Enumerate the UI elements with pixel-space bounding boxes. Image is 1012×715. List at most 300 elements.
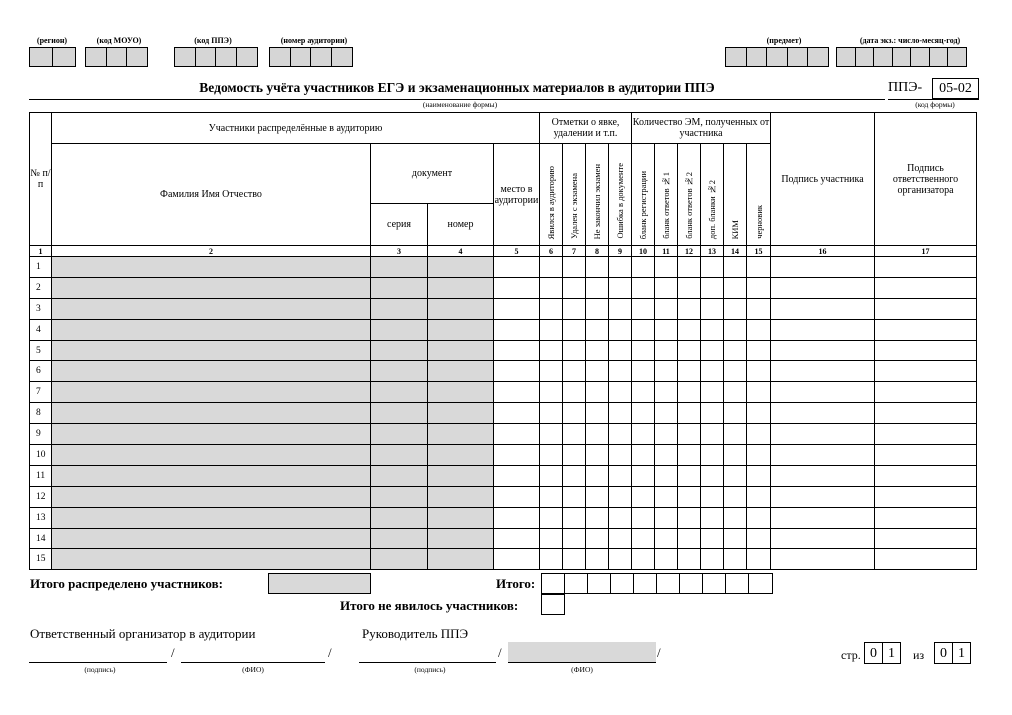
table-cell[interactable] xyxy=(586,424,609,445)
table-cell[interactable] xyxy=(428,319,494,340)
table-cell[interactable] xyxy=(586,507,609,528)
table-cell[interactable] xyxy=(678,382,701,403)
table-cell[interactable] xyxy=(701,382,724,403)
table-cell[interactable] xyxy=(428,486,494,507)
table-cell[interactable] xyxy=(701,445,724,466)
total-cell[interactable] xyxy=(633,573,657,594)
table-cell[interactable] xyxy=(563,486,586,507)
col-answer-blank-1-label: бланк ответов №1 xyxy=(661,172,671,239)
table-cell[interactable] xyxy=(724,403,747,424)
table-cell[interactable] xyxy=(609,507,632,528)
table-cell[interactable] xyxy=(371,382,428,403)
table-cell[interactable] xyxy=(586,361,609,382)
col-draft xyxy=(747,144,771,246)
table-cell[interactable] xyxy=(428,445,494,466)
table-cell[interactable] xyxy=(586,403,609,424)
column-number: 9 xyxy=(609,246,632,257)
column-number: 15 xyxy=(747,246,771,257)
series-header: серия xyxy=(371,204,428,246)
table-cell[interactable] xyxy=(428,361,494,382)
sign-participant-header: Подпись участника xyxy=(771,113,875,246)
column-number: 13 xyxy=(701,246,724,257)
marks-header: Отметки о явке, удалении и т.п. xyxy=(540,113,632,144)
table-cell[interactable] xyxy=(701,424,724,445)
table-cell[interactable] xyxy=(371,486,428,507)
table-cell[interactable] xyxy=(724,361,747,382)
table-cell[interactable] xyxy=(724,549,747,570)
col-doc-error-label: Ошибка в документе xyxy=(615,163,625,239)
table-cell[interactable] xyxy=(747,486,771,507)
distributed-label: Итого распределено участников: xyxy=(30,576,223,591)
col-extra-blank-2-label: доп. бланки №2 xyxy=(707,179,717,239)
table-cell[interactable] xyxy=(52,277,371,298)
table-cell[interactable] xyxy=(52,319,371,340)
slash: / xyxy=(657,645,661,660)
table-cell[interactable] xyxy=(52,298,371,319)
table-cell[interactable] xyxy=(875,549,977,570)
table-cell[interactable] xyxy=(609,403,632,424)
table-cell[interactable] xyxy=(609,361,632,382)
table-cell[interactable] xyxy=(678,257,701,278)
table-cell[interactable] xyxy=(701,257,724,278)
table-cell[interactable] xyxy=(371,340,428,361)
subject-boxes[interactable] xyxy=(725,47,828,67)
table-cell[interactable] xyxy=(724,445,747,466)
table-cell[interactable] xyxy=(701,340,724,361)
table-cell[interactable] xyxy=(655,528,678,549)
form-name-caption: (наименование формы) xyxy=(422,100,498,109)
table-cell[interactable] xyxy=(771,298,875,319)
table-cell[interactable] xyxy=(678,549,701,570)
table-cell[interactable] xyxy=(563,361,586,382)
table-cell[interactable] xyxy=(609,277,632,298)
table-cell[interactable] xyxy=(875,298,977,319)
table-cell[interactable] xyxy=(632,298,655,319)
table-cell[interactable] xyxy=(586,465,609,486)
table-cell[interactable] xyxy=(771,507,875,528)
table-cell[interactable] xyxy=(563,424,586,445)
table-cell[interactable] xyxy=(494,424,540,445)
total-cell[interactable] xyxy=(702,573,726,594)
table-cell[interactable] xyxy=(52,445,371,466)
table-cell[interactable] xyxy=(701,403,724,424)
date-boxes[interactable] xyxy=(836,47,966,67)
table-cell[interactable] xyxy=(52,403,371,424)
table-cell[interactable] xyxy=(371,298,428,319)
table-cell[interactable] xyxy=(371,507,428,528)
table-cell[interactable] xyxy=(655,486,678,507)
table-cell[interactable] xyxy=(494,277,540,298)
table-cell[interactable] xyxy=(540,507,563,528)
table-cell[interactable] xyxy=(632,319,655,340)
col-reg-blank-label: бланк регистрации xyxy=(638,170,648,239)
table-cell[interactable] xyxy=(875,528,977,549)
table-cell[interactable] xyxy=(747,257,771,278)
table-cell[interactable] xyxy=(540,361,563,382)
table-cell[interactable] xyxy=(540,277,563,298)
table-cell[interactable] xyxy=(540,486,563,507)
table-cell[interactable] xyxy=(678,424,701,445)
col-not-finished xyxy=(586,144,609,246)
organizer-sign-line[interactable] xyxy=(29,662,167,663)
table-cell[interactable] xyxy=(678,465,701,486)
table-cell[interactable] xyxy=(875,403,977,424)
table-cell[interactable] xyxy=(540,298,563,319)
table-cell[interactable] xyxy=(701,319,724,340)
table-cell[interactable] xyxy=(875,424,977,445)
table-cell[interactable] xyxy=(701,528,724,549)
table-cell[interactable] xyxy=(678,319,701,340)
table-cell[interactable] xyxy=(747,277,771,298)
table-cell[interactable] xyxy=(540,445,563,466)
table-cell[interactable] xyxy=(678,528,701,549)
table-cell[interactable] xyxy=(701,361,724,382)
table-cell[interactable] xyxy=(655,277,678,298)
table-cell[interactable] xyxy=(655,361,678,382)
table-cell[interactable] xyxy=(494,507,540,528)
table-cell[interactable] xyxy=(678,486,701,507)
table-cell[interactable] xyxy=(655,257,678,278)
row-number: 11 xyxy=(30,465,52,486)
table-cell[interactable] xyxy=(609,298,632,319)
total-cell[interactable] xyxy=(610,573,634,594)
sign-organizer-header: Подпись ответственного организатора xyxy=(875,113,977,246)
table-cell[interactable] xyxy=(724,298,747,319)
table-cell[interactable] xyxy=(586,277,609,298)
table-cell[interactable] xyxy=(428,403,494,424)
table-cell[interactable] xyxy=(724,465,747,486)
table-cell[interactable] xyxy=(701,507,724,528)
table-cell[interactable] xyxy=(875,445,977,466)
table-cell[interactable] xyxy=(655,298,678,319)
table-cell[interactable] xyxy=(494,340,540,361)
table-cell[interactable] xyxy=(609,549,632,570)
col-attended-label: Явился в аудиторию xyxy=(546,165,556,239)
head-sign-line[interactable] xyxy=(359,662,496,663)
table-cell[interactable] xyxy=(632,382,655,403)
table-cell[interactable] xyxy=(632,486,655,507)
table-cell[interactable] xyxy=(609,424,632,445)
table-cell[interactable] xyxy=(771,319,875,340)
table-cell[interactable] xyxy=(632,528,655,549)
table-cell[interactable] xyxy=(563,507,586,528)
table-cell[interactable] xyxy=(52,424,371,445)
table-cell[interactable] xyxy=(655,507,678,528)
table-cell[interactable] xyxy=(771,257,875,278)
table-cell[interactable] xyxy=(678,277,701,298)
table-cell[interactable] xyxy=(563,277,586,298)
table-cell[interactable] xyxy=(875,319,977,340)
table-cell[interactable] xyxy=(655,549,678,570)
table-cell[interactable] xyxy=(563,382,586,403)
table-cell[interactable] xyxy=(563,340,586,361)
table-cell[interactable] xyxy=(540,549,563,570)
table-cell[interactable] xyxy=(724,319,747,340)
col-not-finished-label: Не закончил экзамен xyxy=(592,163,602,239)
table-cell[interactable] xyxy=(632,361,655,382)
table-cell[interactable] xyxy=(771,361,875,382)
table-cell[interactable] xyxy=(371,445,428,466)
table-cell[interactable] xyxy=(724,277,747,298)
table-cell[interactable] xyxy=(540,340,563,361)
table-cell[interactable] xyxy=(771,486,875,507)
table-cell[interactable] xyxy=(771,528,875,549)
table-cell[interactable] xyxy=(494,528,540,549)
mouo-label: (код МОУО) xyxy=(96,36,142,45)
room-boxes[interactable] xyxy=(269,47,351,67)
table-cell[interactable] xyxy=(371,465,428,486)
table-cell[interactable] xyxy=(371,424,428,445)
total-cell[interactable] xyxy=(541,573,565,594)
table-cell[interactable] xyxy=(632,549,655,570)
total-cell[interactable] xyxy=(587,573,611,594)
table-cell[interactable] xyxy=(494,549,540,570)
table-cell[interactable] xyxy=(540,403,563,424)
table-cell[interactable] xyxy=(371,528,428,549)
total-cell[interactable] xyxy=(564,573,588,594)
table-cell[interactable] xyxy=(875,486,977,507)
table-cell[interactable] xyxy=(875,361,977,382)
table-cell[interactable] xyxy=(428,257,494,278)
table-cell[interactable] xyxy=(540,424,563,445)
table-cell[interactable] xyxy=(609,257,632,278)
table-cell[interactable] xyxy=(563,549,586,570)
table-cell[interactable] xyxy=(724,340,747,361)
table-cell[interactable] xyxy=(632,424,655,445)
table-cell[interactable] xyxy=(747,382,771,403)
table-cell[interactable] xyxy=(563,298,586,319)
table-cell[interactable] xyxy=(540,528,563,549)
total-cell[interactable] xyxy=(656,573,680,594)
total-cell[interactable] xyxy=(679,573,703,594)
table-cell[interactable] xyxy=(655,382,678,403)
table-cell[interactable] xyxy=(632,277,655,298)
table-cell[interactable] xyxy=(747,528,771,549)
table-cell[interactable] xyxy=(632,403,655,424)
table-cell[interactable] xyxy=(428,382,494,403)
table-cell[interactable] xyxy=(494,445,540,466)
table-cell[interactable] xyxy=(701,486,724,507)
table-cell[interactable] xyxy=(701,465,724,486)
table-cell[interactable] xyxy=(771,340,875,361)
table-cell[interactable] xyxy=(586,528,609,549)
table-cell[interactable] xyxy=(428,298,494,319)
table-cell[interactable] xyxy=(609,445,632,466)
table-cell[interactable] xyxy=(428,277,494,298)
table-cell[interactable] xyxy=(771,277,875,298)
col-removed xyxy=(563,144,586,246)
table-cell[interactable] xyxy=(747,507,771,528)
table-cell[interactable] xyxy=(563,465,586,486)
row-number: 13 xyxy=(30,507,52,528)
table-cell[interactable] xyxy=(747,403,771,424)
table-cell[interactable] xyxy=(655,403,678,424)
table-cell[interactable] xyxy=(428,549,494,570)
table-cell[interactable] xyxy=(875,277,977,298)
table-cell[interactable] xyxy=(632,507,655,528)
table-cell[interactable] xyxy=(771,424,875,445)
table-cell[interactable] xyxy=(586,257,609,278)
table-cell[interactable] xyxy=(771,465,875,486)
table-cell[interactable] xyxy=(586,319,609,340)
table-cell[interactable] xyxy=(724,382,747,403)
table-cell[interactable] xyxy=(655,465,678,486)
total-cell[interactable] xyxy=(725,573,749,594)
table-cell[interactable] xyxy=(678,298,701,319)
table-cell[interactable] xyxy=(52,465,371,486)
table-cell[interactable] xyxy=(771,445,875,466)
table-cell[interactable] xyxy=(724,528,747,549)
table-row xyxy=(30,340,977,361)
table-cell[interactable] xyxy=(747,465,771,486)
organizer-fio-line[interactable] xyxy=(181,662,325,663)
table-cell[interactable] xyxy=(540,382,563,403)
table-cell[interactable] xyxy=(678,445,701,466)
num-header: № п/п xyxy=(30,113,52,246)
row-number: 5 xyxy=(30,340,52,361)
table-cell[interactable] xyxy=(747,340,771,361)
table-cell[interactable] xyxy=(875,257,977,278)
table-cell[interactable] xyxy=(371,319,428,340)
table-cell[interactable] xyxy=(771,549,875,570)
table-cell[interactable] xyxy=(724,507,747,528)
total-cell[interactable] xyxy=(748,573,773,594)
table-cell[interactable] xyxy=(371,549,428,570)
table-cell[interactable] xyxy=(52,340,371,361)
table-cell[interactable] xyxy=(52,507,371,528)
table-cell[interactable] xyxy=(632,465,655,486)
table-cell[interactable] xyxy=(609,465,632,486)
table-cell[interactable] xyxy=(494,361,540,382)
head-fio-field[interactable] xyxy=(508,642,656,663)
table-cell[interactable] xyxy=(724,424,747,445)
table-cell[interactable] xyxy=(52,382,371,403)
col-answer-blank-1 xyxy=(655,144,678,246)
table-cell[interactable] xyxy=(428,528,494,549)
table-cell[interactable] xyxy=(371,403,428,424)
table-cell[interactable] xyxy=(371,257,428,278)
total-cells xyxy=(541,573,773,594)
table-cell[interactable] xyxy=(747,361,771,382)
table-row xyxy=(30,298,977,319)
table-cell[interactable] xyxy=(678,507,701,528)
table-cell[interactable] xyxy=(747,424,771,445)
table-cell[interactable] xyxy=(701,298,724,319)
table-cell[interactable] xyxy=(428,424,494,445)
table-cell[interactable] xyxy=(563,445,586,466)
table-cell[interactable] xyxy=(875,507,977,528)
ppe-label: (код ППЭ) xyxy=(194,36,232,45)
table-cell[interactable] xyxy=(540,257,563,278)
table-cell[interactable] xyxy=(655,319,678,340)
table-cell[interactable] xyxy=(52,486,371,507)
table-cell[interactable] xyxy=(428,465,494,486)
table-cell[interactable] xyxy=(563,403,586,424)
table-cell[interactable] xyxy=(586,445,609,466)
table-cell[interactable] xyxy=(494,382,540,403)
region-boxes[interactable] xyxy=(29,47,74,67)
table-cell[interactable] xyxy=(563,319,586,340)
table-cell[interactable] xyxy=(747,549,771,570)
table-cell[interactable] xyxy=(494,465,540,486)
table-cell[interactable] xyxy=(701,277,724,298)
table-cell[interactable] xyxy=(678,340,701,361)
table-cell[interactable] xyxy=(771,403,875,424)
table-cell[interactable] xyxy=(371,361,428,382)
table-cell[interactable] xyxy=(875,465,977,486)
table-cell[interactable] xyxy=(494,486,540,507)
table-cell[interactable] xyxy=(724,486,747,507)
table-cell[interactable] xyxy=(678,403,701,424)
distributed-total-cell[interactable] xyxy=(268,573,371,594)
table-cell[interactable] xyxy=(655,424,678,445)
table-cell[interactable] xyxy=(586,340,609,361)
table-cell[interactable] xyxy=(632,340,655,361)
table-cell[interactable] xyxy=(771,382,875,403)
table-cell[interactable] xyxy=(655,340,678,361)
table-cell[interactable] xyxy=(875,340,977,361)
form-title: Ведомость учёта участников ЕГЭ и экзаменационных материалов в аудитории ППЭ xyxy=(199,80,715,95)
table-cell[interactable] xyxy=(632,257,655,278)
ppe-boxes[interactable] xyxy=(174,47,256,67)
page-digit: 0 xyxy=(864,642,883,664)
table-cell[interactable] xyxy=(563,528,586,549)
table-cell[interactable] xyxy=(494,257,540,278)
table-cell[interactable] xyxy=(609,528,632,549)
table-cell[interactable] xyxy=(747,319,771,340)
table-cell[interactable] xyxy=(52,528,371,549)
table-cell[interactable] xyxy=(494,403,540,424)
table-cell[interactable] xyxy=(875,382,977,403)
table-cell[interactable] xyxy=(540,465,563,486)
page-label: стр. xyxy=(841,648,861,662)
table-cell[interactable] xyxy=(540,319,563,340)
fio-header: Фамилия Имя Отчество xyxy=(52,144,371,246)
table-cell[interactable] xyxy=(52,361,371,382)
table-cell[interactable] xyxy=(428,507,494,528)
table-cell[interactable] xyxy=(655,445,678,466)
table-cell[interactable] xyxy=(701,549,724,570)
table-cell[interactable] xyxy=(52,549,371,570)
table-cell[interactable] xyxy=(371,277,428,298)
form-code-box: 05-02 xyxy=(932,78,979,99)
table-cell[interactable] xyxy=(632,445,655,466)
table-cell[interactable] xyxy=(586,486,609,507)
table-cell[interactable] xyxy=(609,486,632,507)
table-cell[interactable] xyxy=(494,319,540,340)
table-row xyxy=(30,445,977,466)
mouo-boxes[interactable] xyxy=(85,47,147,67)
table-cell[interactable] xyxy=(747,445,771,466)
column-number: 2 xyxy=(52,246,371,257)
table-cell[interactable] xyxy=(563,257,586,278)
row-number: 14 xyxy=(30,528,52,549)
table-cell[interactable] xyxy=(428,340,494,361)
table-cell[interactable] xyxy=(609,319,632,340)
table-cell[interactable] xyxy=(678,361,701,382)
absent-total-cell[interactable] xyxy=(541,594,565,615)
table-cell[interactable] xyxy=(724,257,747,278)
table-cell[interactable] xyxy=(609,340,632,361)
table-cell[interactable] xyxy=(586,549,609,570)
table-cell[interactable] xyxy=(586,298,609,319)
table-cell[interactable] xyxy=(747,298,771,319)
table-cell[interactable] xyxy=(586,382,609,403)
col-answer-blank-2 xyxy=(678,144,701,246)
table-cell[interactable] xyxy=(494,298,540,319)
table-cell[interactable] xyxy=(52,257,371,278)
table-cell[interactable] xyxy=(609,382,632,403)
